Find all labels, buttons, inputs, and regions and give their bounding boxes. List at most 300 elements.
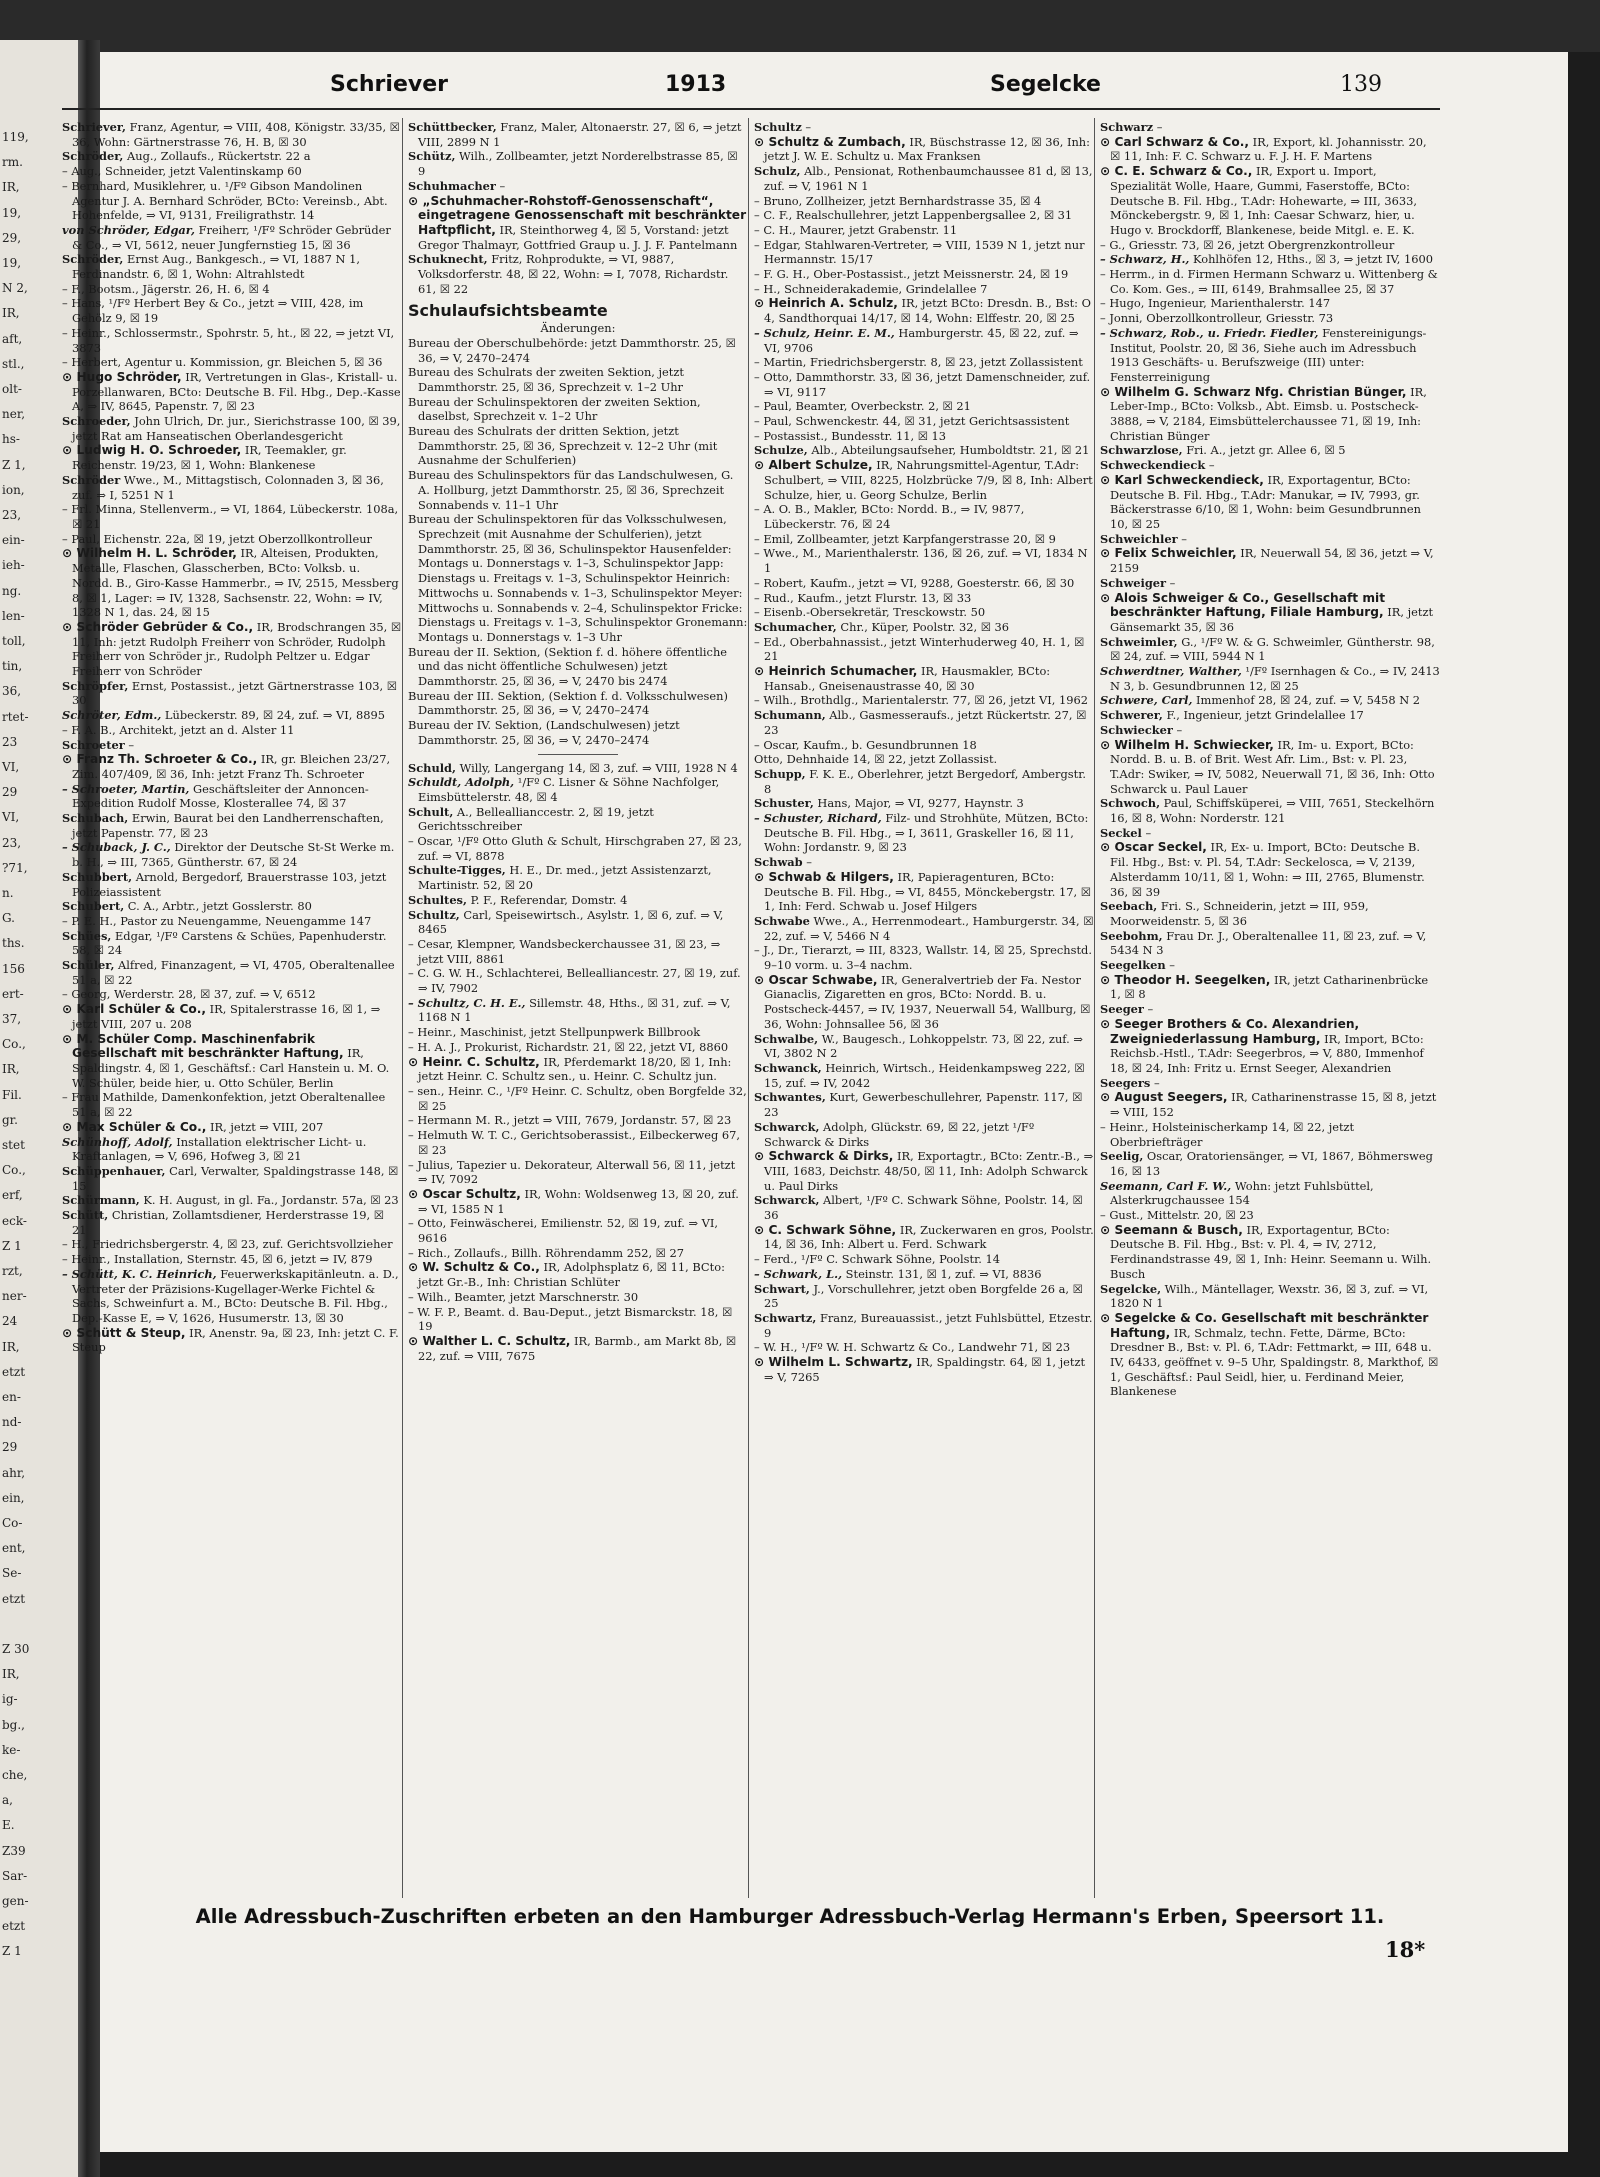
entry-details: – H., Schneiderakademie, Grindelallee 7 [754,281,988,296]
directory-entry [62,282,402,297]
entry-details: W., Baugesch., Lohkoppelstr. 73, ☒ 22, zuf. ⇒ VI, 3802 N 2 [764,1031,1083,1061]
entry-surname: Schumacher, [754,619,837,634]
entry-details: IR, Ex- u. Import, BCto: Deutsche B. Fil. Hbg., Bst: v. Pl. 54, T.Adr: Seckelosca, ⇒ V, 2139, Alsterdamm 10/11, ☒ 1, Wohn: ⇒ III, 2765, Blumenstr. 36, ☒ 39 [1110,840,1425,899]
directory-entry [408,996,748,1025]
directory-entry [62,1237,402,1252]
fragment-text: eck- [2,1213,27,1228]
entry-surname: Schroeter [62,737,125,752]
entry-details: – Georg, Werderstr. 28, ☒ 37, zuf. ⇒ V, 6512 [62,987,316,1002]
entry-details: – [1166,575,1176,590]
entry-surname: Schwanck, [754,1061,822,1075]
entry-surname: Seckel [1100,825,1142,840]
directory-entry [62,443,402,472]
entry-details: Ernst, Postassist., jetzt Gärtnerstrasse 103, ☒ 30 [72,678,397,708]
entry-details: IR, Export, kl. Johannisstr. 20, ☒ 11, Inh: F. C. Schwarz u. F. J. H. F. Martens [1110,134,1427,164]
directory-entry [408,908,748,937]
entry-details: – Otto, Dammthorstr. 33, ☒ 36, jetzt Damenschneider, zuf. ⇒ VI, 9117 [754,369,1091,399]
entry-details: Fri. A., jetzt gr. Allee 6, ☒ 5 [1182,443,1346,458]
entry-firm-name: ⊙ Karl Schweckendieck, [1100,472,1264,487]
entry-surname: Schwarz [1100,120,1154,134]
directory-entry [754,194,1094,209]
entry-details: J., Vorschullehrer, jetzt oben Borgfelde 26 a, ☒ 25 [764,1281,1083,1311]
entry-details: – [1165,958,1176,973]
entry-details: Wwe., M., Mittagstisch, Colonnaden 3, ☒ 36, zuf. ⇒ I, 5251 N 1 [72,472,384,502]
directory-entry [408,1113,748,1128]
column-divider [748,118,749,1898]
entry-details: Wilh., Zollbeamter, jetzt Norderelbstrasse 85, ☒ 9 [418,149,738,179]
entry-surname: Schwoch, [1100,796,1161,811]
directory-entry [754,1090,1094,1119]
fragment-text: gr. [2,1112,18,1127]
entry-name-italic: Seemann, Carl F. W., [1100,1178,1232,1193]
directory-entry [1100,238,1440,253]
directory-entry [754,1149,1094,1193]
directory-entry [408,336,748,365]
directory-entry [754,443,1094,458]
directory-entry [62,708,402,723]
fragment-text: etzt [2,1591,26,1606]
directory-entry [754,120,1094,135]
entry-name-italic: von Schröder, Edgar, [62,222,195,237]
entry-name-italic: – Schwarz, H., [1100,252,1190,267]
entry-firm-name: ⊙ Wilhelm G. Schwarz Nfg. Christian Bünger, [1100,384,1407,399]
fragment-text: en- [2,1390,21,1404]
entry-details: Alb., Gasmesseraufs., jetzt Rückertstr. 27, ☒ 23 [764,708,1087,737]
directory-entry [754,1032,1094,1061]
entry-details: – [1153,120,1163,134]
entry-details: Alb., Pensionat, Rothenbaumchaussee 81 d, ☒ 13, zuf. ⇒ V, 1961 N 1 [764,164,1093,193]
entry-surname: Schwerer, [1100,708,1163,723]
directory-entry [1100,826,1440,841]
column-1 [62,120,402,1895]
entry-details: – [1143,1002,1154,1017]
entry-details: Carl, Verwalter, Spaldingstrasse 148, ☒ 15 [72,1163,399,1193]
directory-entry [62,546,402,620]
entry-surname: Schütt, [62,1208,109,1223]
directory-entry [754,532,1094,547]
fragment-text: ert- [2,986,24,1001]
entry-details: Bureau der Schulinspektoren für das Volksschulwesen, Sprechzeit (mit Ausnahme der Schulferien), jetzt Dammthorstr. 25, ☒ 36, Schulinspektor Hausenfelder: Montags u. Donnerstags v. 1–3, Schulinspektor Japp: Dienstags u. Freitags v. 1–3, Schulinspektor Heinrich: Mittwochs u. Sonnabends v. 1–3, Schulinspektor Meyer: Mittwochs u. Sonnabends v. 2–4, Schulinspektor Fricke: Dienstags u. Freitags v. 1–3, Schulinspektor Gronemann: Montags u. Donnerstags v. 1–3 Uhr [408,512,748,644]
entry-surname: Schubbert, [62,869,133,884]
entry-details: G., ¹/Fº W. & G. Schweimler, Güntherstr. 98, ☒ 24, zuf. ⇒ VIII, 5944 N 1 [1110,634,1435,664]
entry-details: IR, Teemakler, gr. Reichenstr. 19/23, ☒ 1, Wohn: Blankenese [72,443,347,473]
directory-entry [754,811,1094,855]
entry-details: C. A., Arbtr., jetzt Gosslerstr. 80 [124,899,312,914]
entry-details: – Gust., Mittelstr. 20, ☒ 23 [1100,1208,1254,1223]
entry-details: Kurt, Gewerbeschullehrer, Papenstr. 117, ☒ 23 [764,1090,1083,1120]
directory-entry [754,164,1094,193]
fragment-text: IR, [2,1339,20,1354]
entry-details: Steinstr. 131, ☒ 1, zuf. ⇒ VI, 8836 [842,1266,1042,1281]
fragment-text: hs- [2,432,20,447]
directory-entry [754,620,1094,635]
header-first-entry: Schriever [330,72,448,97]
entry-surname: Schröder [62,472,121,487]
directory-entry [1100,267,1440,296]
directory-entry [62,326,402,355]
fragment-text: stl., [2,356,25,371]
directory-entry [754,1282,1094,1311]
directory-entry [62,752,402,781]
entry-details: – Rich., Zollaufs., Billh. Röhrendamm 252, ☒ 27 [408,1245,685,1260]
entry-details: – Heinr., Holsteinischerkamp 14, ☒ 22, jetzt Oberbriefträger [1100,1119,1355,1149]
directory-entry [62,1135,402,1164]
directory-entry [754,635,1094,664]
entry-details: Wohn: jetzt Fuhlsbüttel, Alsterkrugchaussee 154 [1110,1178,1374,1208]
fragment-text: Fil. [2,1087,22,1102]
entry-firm-name: ⊙ Schütt & Steup, [62,1325,186,1340]
directory-entry [1100,958,1440,973]
entry-surname: Schröpfer, [62,678,129,693]
entry-details: – Emil, Zollbeamter, jetzt Karpfangerstrasse 20, ☒ 9 [754,531,1056,546]
entry-details: IR, Vertretungen in Glas-, Kristall- u. Porzellanwaren, BCto: Deutsche B. Fil. Hbg., Dep.-Kasse A, ⇒ IV, 8645, Papenstr. 7, ☒ 23 [72,369,401,414]
entry-details: Filz- und Strohhüte, Mützen, BCto: Deutsche B. Fil. Hbg., ⇒ I, 3611, Graskeller 16, ☒ 11, Wohn: Jordanstr. 9, ☒ 23 [764,811,1089,855]
entry-firm-name: ⊙ Heinrich Schumacher, [754,664,918,679]
entry-surname: Seegers [1100,1075,1151,1090]
entry-details: – F. A. B., Architekt, jetzt an d. Alster 11 [62,722,295,737]
entry-details: Franz, Agentur, ⇒ VIII, 408, Königstr. 33/35, ☒ 36, Wohn: Gärtnerstrasse 76, H. B, ☒ 30 [72,120,400,149]
directory-entry [62,782,402,811]
entry-details: Chr., Küper, Poolstr. 32, ☒ 36 [836,619,1010,634]
fragment-text: toll, [2,634,26,648]
entry-details: Bureau des Schulinspektors für das Landschulwesen, G. A. Hollburg, jetzt Dammthorstr. 25, ☒ 36, Sprechzeit Sonnabends v. 11–1 Uhr [408,468,734,512]
entry-details: – H. A. J., Prokurist, Richardstr. 21, ☒ 22, jetzt VI, 8860 [408,1039,729,1054]
entry-details: – F. G. H., Ober-Postassist., jetzt Meissnerstr. 24, ☒ 19 [754,267,1069,282]
entry-details: IR, Hausmakler, BCto: Hansab., Gneisenaustrasse 40, ☒ 30 [764,664,1051,693]
directory-entry [62,840,402,869]
entry-surname: Schubach, [62,811,129,826]
entry-name-italic: Schwerdtner, Walther, [1100,664,1242,679]
entry-firm-name: ⊙ Schultz & Zumbach, [754,134,906,149]
entry-surname: Schultz, [408,907,460,922]
directory-entry [408,194,748,253]
directory-entry [62,929,402,958]
directory-entry [62,1326,402,1355]
directory-entry [1100,723,1440,738]
entry-details: Paul, Schiffsküperei, ⇒ VIII, 7651, Steckelhörn 16, ☒ 8, Wohn: Norderstr. 121 [1110,796,1435,826]
column-4 [1100,120,1440,1895]
entry-name-italic: Schuldt, Adolph, [408,775,515,790]
entry-details: ¹/Fº C. Lisner & Söhne Nachfolger, Eimsbüttelerstr. 48, ☒ 4 [418,775,720,804]
entry-details: H. E., Dr. med., jetzt Assistenzarzt, Martinistr. 52, ☒ 20 [418,863,712,893]
entry-details: – W. F. P., Beamt. d. Bau-Deput., jetzt Bismarckstr. 18, ☒ 19 [408,1304,733,1334]
directory-entry [408,1158,748,1187]
entry-details: – [1150,1075,1160,1090]
entry-firm-name: ⊙ Schröder Gebrüder & Co., [62,619,254,634]
directory-entry [754,414,1094,429]
fragment-text: IR, [2,180,20,195]
directory-entry [62,1193,402,1208]
entry-details: IR, Exportagtr., BCto: Zentr.-B., ⇒ VIII, 1683, Deichstr. 48/50, ☒ 11, Inh: Adolph Schwarck u. Paul Dirks [764,1149,1094,1193]
directory-entry [1100,1149,1440,1178]
entry-surname: Schröder, [62,149,124,164]
directory-entry [1100,1282,1440,1311]
directory-entry [408,1025,748,1040]
entry-details: Heinrich, Wirtsch., Heidenkampsweg 222, ☒ 15, zuf. ⇒ IV, 2042 [764,1061,1085,1090]
entry-surname: Schüppenhauer, [62,1163,166,1178]
entry-firm-name: ⊙ Wilhelm H. L. Schröder, [62,546,237,561]
directory-entry [1100,1120,1440,1149]
directory-entry [62,1267,402,1326]
entry-surname: Schultz [754,120,802,134]
entry-details: IR, Im- u. Export, BCto: Nordd. B. u. B. of Brit. West Afr. Lim., Bst: v. Pl. 23, T.Adr: Swiker, ⇒ IV, 5082, Neuerwall 71, ☒ 36, Inh: Otto Schwarck u. Paul Lauer [1110,737,1435,796]
directory-entry [408,863,748,892]
entry-surname: Schwarzlose, [1100,443,1183,458]
directory-entry [62,502,402,531]
directory-entry [1100,796,1440,825]
entry-details: Alb., Abteilungsaufseher, Humboldtstr. 21, ☒ 21 [807,443,1090,458]
entry-details: IR, Spaldingstr. 4, ☒ 1, Geschäftsf.: Carl Hanstein u. M. O. W. Schüler, beide hier, u. Otto Schüler, Berlin [72,1046,390,1090]
directory-entry [62,164,402,179]
directory-entry [62,120,402,149]
directory-entry [408,1305,748,1334]
entry-details: – Julius, Tapezier u. Dekorateur, Alterwall 56, ☒ 11, jetzt ⇒ IV, 7092 [408,1157,736,1187]
fragment-text: ion, [2,482,25,497]
directory-entry [408,1055,748,1084]
entry-surname: Schulte-Tigges, [408,863,506,878]
directory-entry [408,761,748,776]
entry-details: – [1177,531,1187,546]
directory-entry [754,429,1094,444]
directory-entry [62,355,402,370]
directory-entry [62,987,402,1002]
entry-name-italic: – Schroeter, Martin, [62,781,190,796]
entry-details: – C. H., Maurer, jetzt Grabenstr. 11 [754,222,958,237]
fragment-text: 19, [2,256,22,270]
entry-firm-name: ⊙ Oscar Schultz, [408,1186,521,1201]
directory-entry [1100,693,1440,708]
fragment-text: Z 30 [2,1642,30,1656]
directory-entry [62,1208,402,1237]
directory-entry [62,296,402,325]
fragment-text: ner- [2,1289,27,1304]
entry-details: Installation elektrischer Licht- u. Kraftanlagen, ⇒ V, 696, Hofweg 3, ☒ 21 [72,1134,367,1164]
directory-entry [754,796,1094,811]
entry-details: – Eisenb.-Obersekretär, Tresckowstr. 50 [754,605,986,620]
directory-entry [1100,899,1440,928]
fragment-text: ein- [2,533,25,548]
entry-surname: Seebach, [1100,899,1158,914]
entry-details: IR, Zuckerwaren en gros, Poolstr. 14, ☒ 36, Inh: Albert u. Ferd. Schwark [764,1222,1094,1252]
entry-details: – Robert, Kaufm., jetzt ⇒ VI, 9288, Goesterstr. 66, ☒ 30 [754,575,1075,590]
entry-surname: Seebohm, [1100,928,1163,943]
entry-details: F., Ingenieur, jetzt Grindelallee 17 [1162,708,1364,723]
entry-details: – Edgar, Stahlwaren-Vertreter, ⇒ VIII, 1539 N 1, jetzt nur Hermannstr. 15/17 [754,237,1085,267]
fragment-text: rzt, [2,1264,23,1278]
entry-details: John Ulrich, Dr. jur., Sierichstrasse 100, ☒ 39, jetzt Rat am Hanseatischen Oberlandesgericht [72,414,401,443]
entry-surname: Seegelken [1100,958,1166,973]
fragment-text: gen- [2,1894,29,1908]
directory-entry [1100,591,1440,635]
entry-details: – Helmuth W. T. C., Gerichtsoberassist., Eilbeckerweg 67, ☒ 23 [408,1128,741,1157]
entry-firm-name: ⊙ Wilhelm H. Schwiecker, [1100,737,1274,752]
directory-entry [754,664,1094,693]
entry-name-italic: – Schwark, L., [754,1266,843,1281]
entry-details: Alfred, Finanzagent, ⇒ VI, 4705, Oberaltenallee 51 a, ☒ 22 [72,958,395,987]
entry-details: Christian, Zollamtsdiener, Herderstrasse 19, ☒ 21 [72,1208,384,1237]
directory-entry [1100,385,1440,444]
directory-entry [1100,1223,1440,1282]
entry-surname: Seelig, [1100,1149,1144,1164]
fragment-text: 29 [2,1440,18,1455]
entry-details: IR, jetzt Catharinenbrücke 1, ☒ 8 [1110,972,1429,1002]
entry-details: – Postassist., Bundesstr. 11, ☒ 13 [754,428,947,443]
fragment-text: 23, [2,508,22,522]
entry-name-italic: Schwere, Carl, [1100,693,1193,708]
entry-details: Franz, Maler, Altonaerstr. 27, ☒ 6, ⇒ jetzt VIII, 2899 N 1 [418,120,742,149]
directory-entry [408,1334,748,1363]
fragment-text: 29, [2,230,22,245]
entry-firm-name: ⊙ Seeger Brothers & Co. Alexandrien, Zweigniederlassung Hamburg, [1100,1016,1360,1046]
fragment-text: aft, [2,331,23,346]
entry-surname: Schuld, [408,760,456,775]
entry-details: – Cesar, Klempner, Wandsbeckerchaussee 31, ☒ 23, ⇒ jetzt VIII, 8861 [408,936,721,966]
entry-details: Fritz, Rohprodukte, ⇒ VI, 9887, Volksdorferstr. 48, ☒ 22, Wohn: ⇒ I, 7078, Richardstr. 61, ☒ 22 [418,252,729,296]
entry-surname: Schulze, [754,443,808,458]
directory-entry [754,973,1094,1032]
entry-details: Albert, ¹/Fº C. Schwark Söhne, Poolstr. 14, ☒ 36 [764,1193,1083,1223]
directory-entry [62,179,402,223]
fragment-text: a, [2,1793,13,1808]
entry-firm-name: ⊙ Alois Schweiger & Co., Gesellschaft mit beschränkter Haftung, Filiale Hamburg, [1100,590,1386,620]
fragment-text: Co., [2,1037,26,1052]
entry-details: – Bernhard, Musiklehrer, u. ¹/Fº Gibson Mandolinen Agentur J. A. Bernhard Schröder, BCto: Vereinsb., Abt. Hohenfelde, ⇒ VI, 9131, Freiligrathstr. 14 [62,178,388,223]
fragment-text: IR, [2,1062,20,1077]
directory-entry [754,502,1094,531]
fragment-text: olt- [2,382,22,396]
entry-details: Wwe., A., Herrenmodeart., Hamburgerstr. 34, ☒ 22, zuf. ⇒ V, 5466 N 4 [764,913,1094,943]
entry-name-italic: – Schulz, Heinr. E. M., [754,325,895,340]
entry-surname: Schuster, [754,796,814,811]
entry-details: K. H. August, in gl. Fa., Jordanstr. 57a, ☒ 23 [139,1193,399,1208]
entry-firm-name: ⊙ Karl Schüler & Co., [62,1002,207,1017]
entry-details: – C. G. W. H., Schlachterei, Bellealliancestr. 27, ☒ 19, zuf. ⇒ IV, 7902 [408,966,741,996]
directory-entry [754,767,1094,796]
entry-details: – Jonni, Oberzollkontrolleur, Griesstr. 73 [1100,311,1334,326]
directory-entry [408,966,748,995]
fragment-text: Z 1 [2,1238,22,1253]
directory-entry [754,752,1094,767]
entry-surname: Schütz, [408,149,456,164]
directory-entry [408,252,748,296]
entry-details: IR, jetzt ⇒ VIII, 207 [206,1119,324,1134]
entry-firm-name: ⊙ Hugo Schröder, [62,369,182,384]
directory-entry [62,473,402,502]
fragment-text: 156 [2,961,25,976]
directory-entry [754,1340,1094,1355]
directory-entry [408,395,748,424]
entry-details: – Frl. Minna, Stellenverm., ⇒ VI, 1864, Lübeckerstr. 108a, ☒ 21 [62,502,399,531]
entry-details: – Hugo, Ingenieur, Marienthalerstr. 147 [1100,296,1331,311]
entry-surname: Schwabe [754,913,810,928]
directory-entry [62,811,402,840]
directory-entry [1100,458,1440,473]
fragment-text: ahr, [2,1465,26,1480]
directory-entry [1100,576,1440,591]
fragment-text: ?71, [2,860,28,875]
entry-details: – [495,178,506,193]
directory-entry [754,355,1094,370]
directory-entry [1100,532,1440,547]
fragment-text: bg., [2,1717,25,1732]
entry-details: P. F., Referendar, Domstr. 4 [466,892,628,907]
entry-details: IR, Catharinenstrasse 15, ☒ 8, jetzt ⇒ VIII, 152 [1110,1090,1437,1120]
directory-entry [1100,252,1440,267]
entry-details: – Herbert, Agentur u. Kommission, gr. Bleichen 5, ☒ 36 [62,355,383,370]
directory-entry [754,296,1094,325]
directory-entry [408,1246,748,1261]
directory-entry [754,1061,1094,1090]
entry-details: Aug., Zollaufs., Rückertstr. 22 a [123,149,311,164]
entry-details: IR, Import, BCto: Reichsb.-Hstl., T.Adr: Seegerbros, ⇒ V, 880, Immenhof 18, ☒ 24, Inh: Fritz u. Ernst Seeger, Alexandrien [1110,1031,1424,1075]
entry-surname: Schwalbe, [754,1031,819,1046]
directory-entry [754,1355,1094,1384]
entry-details: – Rud., Kaufm., jetzt Flurstr. 13, ☒ 33 [754,590,972,605]
directory-entry [408,937,748,966]
entry-firm-name: ⊙ C. Schwark Söhne, [754,1222,897,1237]
header-year: 1913 [665,72,727,97]
entry-surname: Schwarck, [754,1193,820,1208]
entry-details: – Aug., Schneider, jetzt Valentinskamp 60 [62,164,302,179]
entry-firm-name: ⊙ Seemann & Busch, [1100,1222,1243,1237]
fragment-text: Z 1, [2,457,26,472]
entry-details: – Hans, ¹/Fº Herbert Bey & Co., jetzt ⇒ VIII, 428, im Gehölz 9, ☒ 19 [62,296,364,326]
header-rule [62,108,1440,110]
entry-surname: Seeger [1100,1002,1144,1017]
entry-firm-name: ⊙ C. E. Schwarz & Co., [1100,164,1253,179]
directory-entry [1100,311,1440,326]
directory-entry [62,620,402,679]
directory-entry [408,645,748,689]
directory-entry [1100,120,1440,135]
directory-entry [754,870,1094,914]
directory-entry [754,1223,1094,1252]
directory-entry [754,914,1094,943]
entry-firm-name: ⊙ Felix Schweichler, [1100,546,1237,561]
fragment-text: Se- [2,1566,22,1581]
entry-details: Willy, Langergang 14, ☒ 3, zuf. ⇒ VIII, 1928 N 4 [455,760,738,775]
fragment-text: IR, [2,1667,20,1682]
entry-details: Hamburgerstr. 45, ☒ 22, zuf. ⇒ VI, 9706 [764,325,1079,355]
fragment-text: E. [2,1818,15,1833]
entry-details: IR, Büschstrasse 12, ☒ 36, Inh: jetzt J. W. E. Schultz u. Max Franksen [764,134,1090,164]
entry-surname: Schweckendieck [1100,458,1206,473]
entry-details: Hans, Major, ⇒ VI, 9277, Haynstr. 3 [813,796,1024,811]
entry-details: – Oscar, ¹/Fº Otto Gluth & Schult, Hirschgraben 27, ☒ 23, zuf. ⇒ VI, 8878 [408,834,742,863]
entry-details: Edgar, ¹/Fº Carstens & Schües, Papenhuderstr. 58, ☒ 24 [72,928,387,958]
directory-entry [754,591,1094,606]
entry-firm-name: ⊙ Albert Schulze, [754,458,873,473]
fragment-text: Z39 [2,1843,26,1858]
entry-details: – Heinr., Schlossermstr., Spohrstr. 5, ht., ☒ 22, ⇒ jetzt VI, 3873 [62,325,395,355]
directory-entry [62,870,402,899]
directory-entry [754,855,1094,870]
section-heading: Schulaufsichtsbeamte [408,301,608,321]
entry-surname: Schroeder, [62,414,131,429]
entry-name-italic: – Schuster, Richard, [754,811,882,826]
directory-entry [1100,546,1440,575]
directory-entry [408,512,748,644]
entry-surname: Schriever, [62,120,127,134]
entry-surname: Schweiger [1100,575,1167,590]
fragment-text: len- [2,608,25,623]
entry-surname: Schüttbecker, [408,120,497,134]
directory-entry [1100,1311,1440,1399]
directory-entry [1100,635,1440,664]
section-subheading: Änderungen: [540,321,616,336]
directory-entry [408,120,748,149]
entry-firm-name: ⊙ Theodor H. Seegelken, [1100,972,1271,987]
